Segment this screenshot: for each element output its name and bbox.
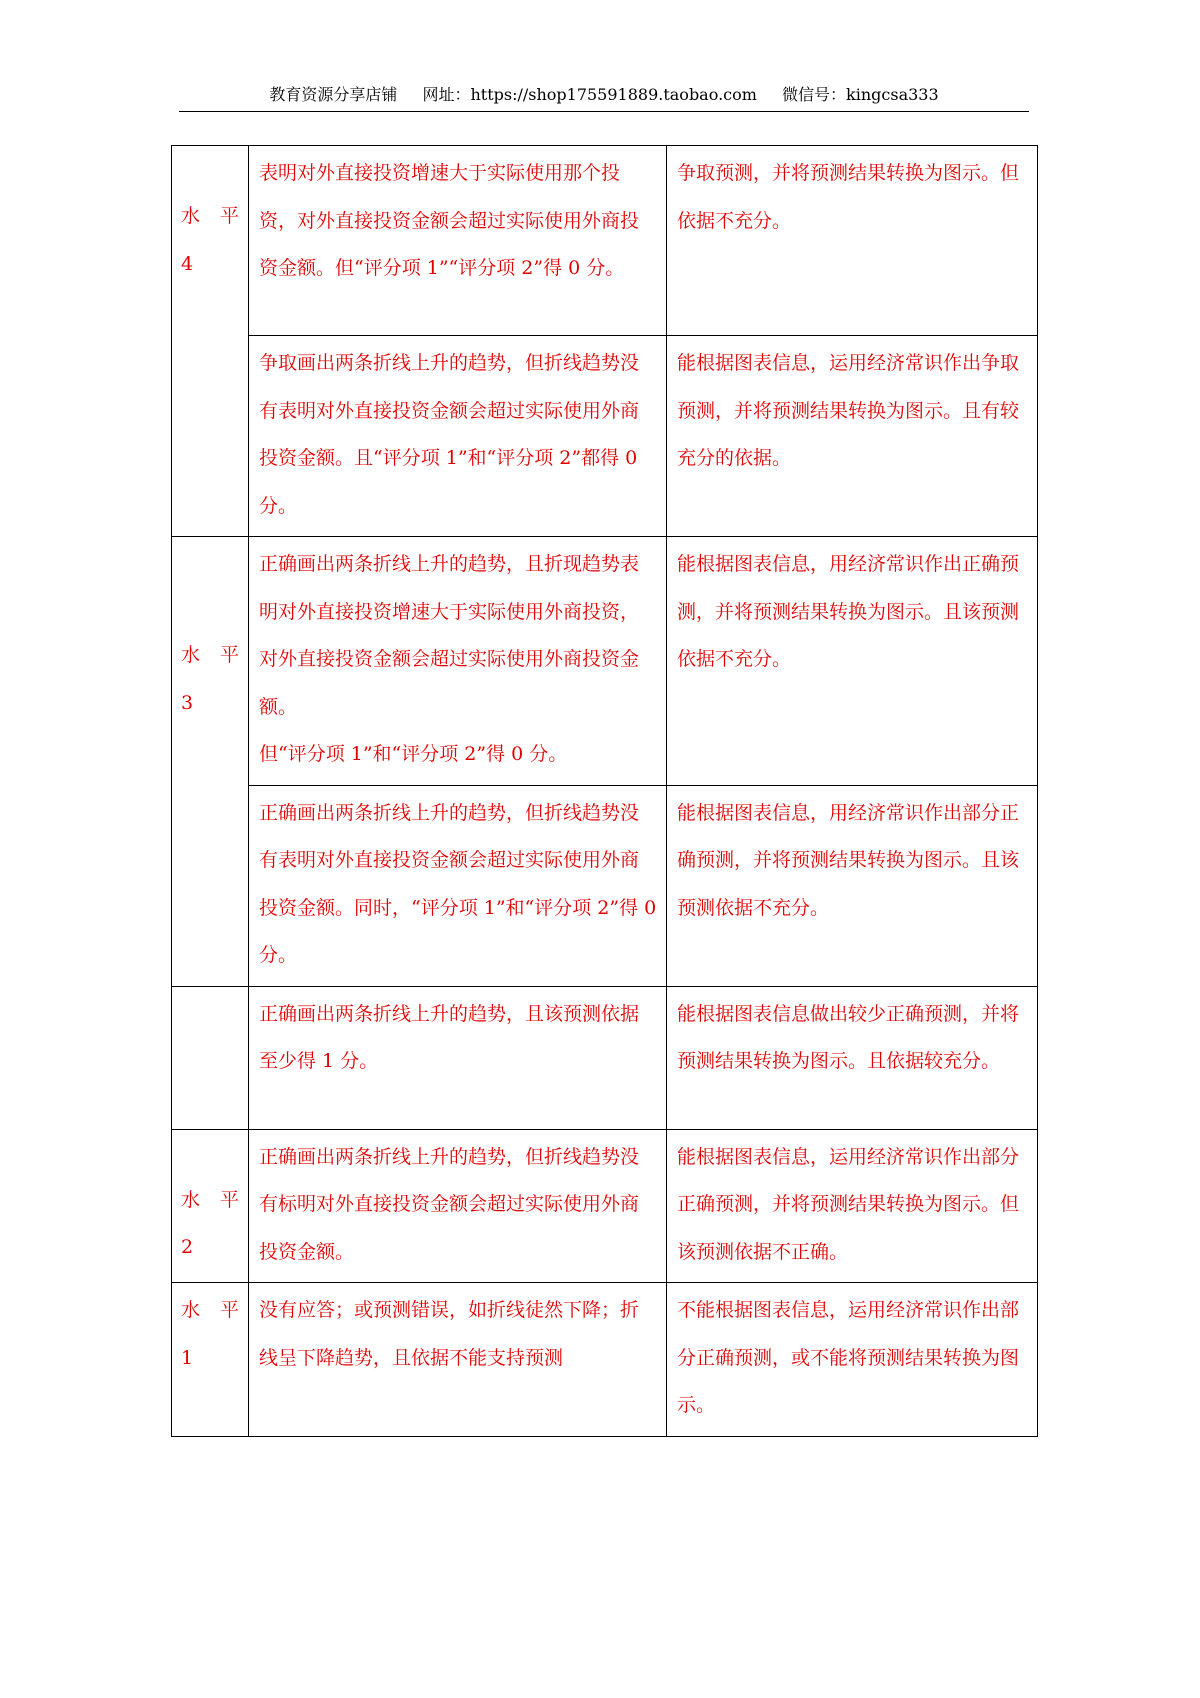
criteria-cell <box>249 146 667 336</box>
ability-text: 能根据图表信息做出较少正确预测，并将预测结果转换为图示。且依据较充分。 <box>677 1002 1020 1072</box>
criteria-note: 但“评分项 1”和“评分项 2”得 0 分。 <box>259 743 568 765</box>
table-row <box>172 785 1038 986</box>
table-row <box>172 986 1038 1129</box>
ability-cell <box>667 537 1038 786</box>
ability-cell <box>667 336 1038 537</box>
ability-text: 不能根据图表信息，运用经济常识作出部分正确预测，或不能将预测结果转换为图示。 <box>677 1299 1020 1416</box>
table-row <box>172 1129 1038 1283</box>
ability-cell <box>667 146 1038 336</box>
level-label: 水 平 <box>181 644 239 666</box>
criteria-text: 正确画出两条折线上升的趋势，且折现趋势表明对外直接投资增速大于实际使用外商投资，对外直接投资金额会超过实际使用外商投资金额。 <box>259 553 640 718</box>
criteria-text: 没有应答；或预测错误，如折线徒然下降；折线呈下降趋势，且依据不能支持预测 <box>259 1299 640 1369</box>
criteria-cell <box>249 1129 667 1283</box>
level-cell-3 <box>172 537 249 987</box>
level-cell-4 <box>172 146 249 537</box>
criteria-cell <box>249 336 667 537</box>
header-shop-name: 教育资源分享店铺 <box>269 85 398 104</box>
ability-cell <box>667 1283 1038 1437</box>
level-label: 水 平 <box>181 1188 239 1211</box>
table-row <box>172 1283 1038 1437</box>
page-header <box>179 82 1029 114</box>
criteria-cell <box>249 785 667 986</box>
level-number: 3 <box>181 691 194 714</box>
header-shop-url: 网址：https://shop175591889.taobao.com <box>422 85 757 104</box>
level-number: 2 <box>181 1236 194 1258</box>
ability-text: 争取预测，并将预测结果转换为图示。但依据不充分。 <box>677 162 1020 232</box>
level-cell-2 <box>172 1129 249 1283</box>
criteria-cell <box>249 1283 667 1437</box>
criteria-text: 争取画出两条折线上升的趋势，但折线趋势没有表明对外直接投资金额会超过实际使用外商投资金额。且“评分项 1”和“评分项 2”都得 0 分。 <box>259 352 640 517</box>
ability-text: 能根据图表信息，运用经济常识作出部分正确预测，并将预测结果转换为图示。但该预测依据不正确。 <box>677 1145 1020 1263</box>
table-row <box>172 336 1038 537</box>
level-label: 水 平 <box>181 1299 239 1321</box>
level-cell-1 <box>172 1283 249 1437</box>
criteria-text: 正确画出两条折线上升的趋势，但折线趋势没有标明对外直接投资金额会超过实际使用外商投资金额。 <box>259 1145 640 1263</box>
table-row <box>172 146 1038 336</box>
ability-text: 能根据图表信息，用经济常识作出部分正确预测，并将预测结果转换为图示。且该预测依据不充分。 <box>677 801 1020 919</box>
ability-cell <box>667 785 1038 986</box>
table-row <box>172 537 1038 786</box>
ability-cell <box>667 986 1038 1129</box>
level-cell-empty <box>172 986 249 1129</box>
header-divider <box>179 111 1029 112</box>
level-number: 4 <box>181 252 194 275</box>
level-number: 1 <box>181 1346 194 1369</box>
criteria-text: 表明对外直接投资增速大于实际使用那个投资，对外直接投资金额会超过实际使用外商投资金额。但“评分项 1”“评分项 2”得 0 分。 <box>259 162 640 279</box>
scoring-rubric-table <box>171 145 1038 1437</box>
criteria-text: 正确画出两条折线上升的趋势，且该预测依据至少得 1 分。 <box>259 1002 640 1072</box>
criteria-cell <box>249 537 667 786</box>
criteria-text: 正确画出两条折线上升的趋势，但折线趋势没有表明对外直接投资金额会超过实际使用外商投资金额。同时，“评分项 1”和“评分项 2”得 0 分。 <box>259 801 657 966</box>
ability-cell <box>667 1129 1038 1283</box>
level-label: 水 平 <box>181 205 239 227</box>
header-wechat: 微信号：kingcsa333 <box>782 85 939 104</box>
ability-text: 能根据图表信息，运用经济常识作出争取预测，并将预测结果转换为图示。且有较充分的依据。 <box>677 352 1020 469</box>
ability-text: 能根据图表信息，用经济常识作出正确预测，并将预测结果转换为图示。且该预测依据不充分。 <box>677 553 1020 670</box>
criteria-cell <box>249 986 667 1129</box>
